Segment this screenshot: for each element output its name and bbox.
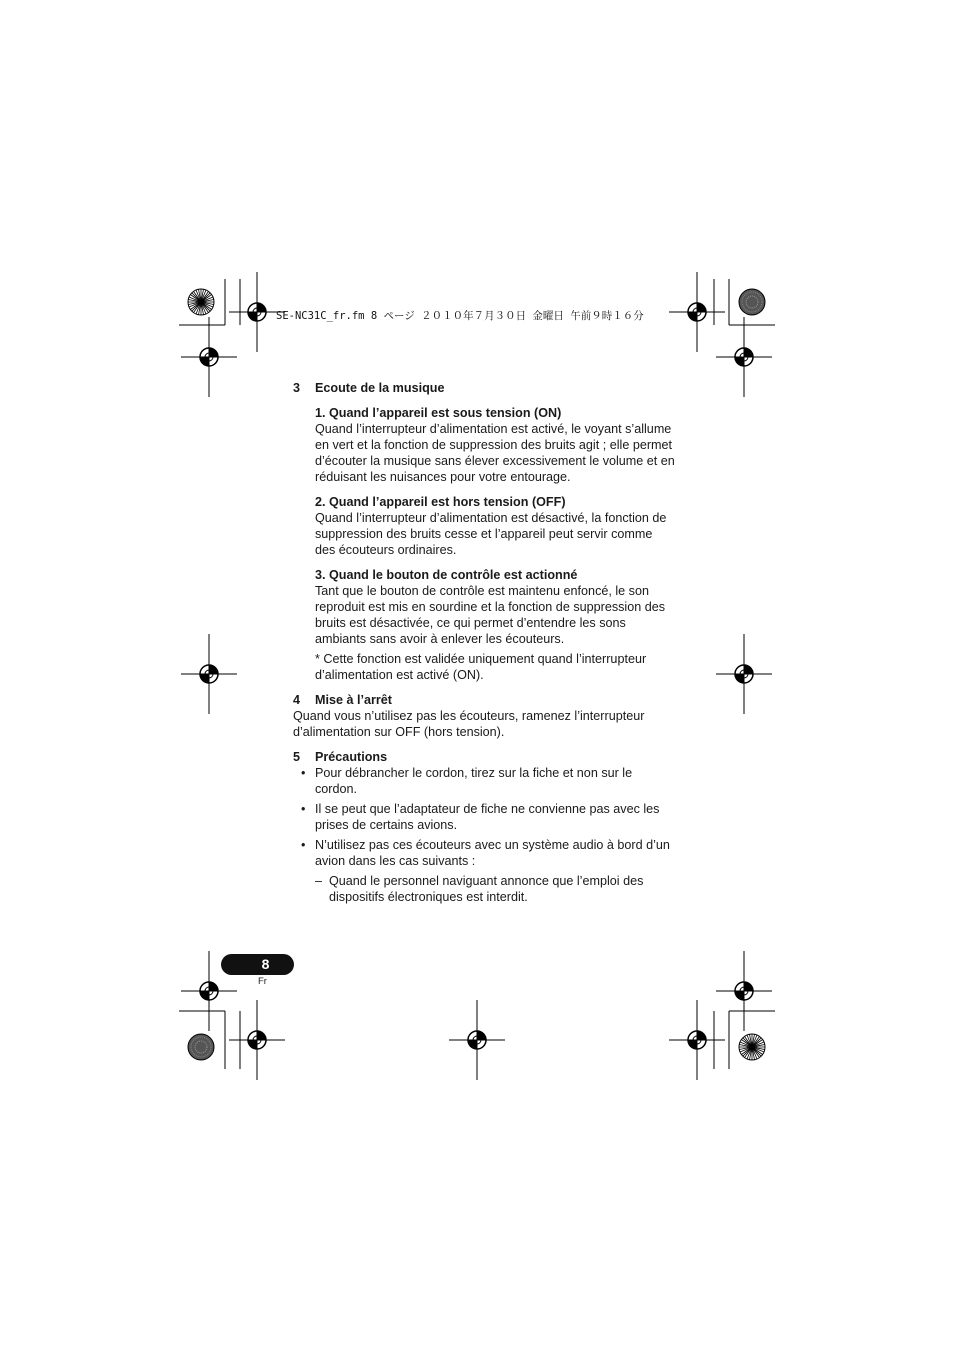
dash-glyph: – <box>315 874 323 888</box>
subsection-list <box>315 405 675 683</box>
bullet-glyph: • <box>301 838 306 852</box>
list-item <box>293 801 675 833</box>
section-heading <box>293 380 675 396</box>
list-item-text: N’utilisez pas ces écouteurs avec un système audio à bord d’un avion dans les cas suivants : <box>315 838 670 868</box>
section-body: Quand vous n’utilisez pas les écouteurs, ramenez l’interrupteur d’alimentation sur OFF (hors tension). <box>293 709 645 739</box>
language-label: Fr <box>258 976 267 987</box>
list-item-text: Il se peut que l’adaptateur de fiche ne convienne pas avec les prises de certains avions. <box>315 802 660 832</box>
section-ecoute <box>293 380 675 683</box>
page-number: 8 <box>261 956 270 972</box>
sub-list <box>293 873 675 905</box>
section-title: Ecoute de la musique <box>315 381 445 395</box>
section-heading <box>293 749 675 765</box>
section-heading <box>293 692 675 708</box>
subsection-body: Quand l’interrupteur d’alimentation est désactivé, la fonction de suppression des bruits cesse et l’appareil peut servir comme des écouteurs ordinaires. <box>315 511 667 557</box>
file-header-line: SE-NC31C_fr.fm 8 ページ ２０１０年７月３０日 金曜日 午前９時１６分 <box>276 310 644 322</box>
subsection-heading: 1. Quand l’appareil est sous tension (ON) <box>315 406 562 420</box>
section-precautions <box>293 749 675 905</box>
subsection-body: Tant que le bouton de contrôle est maintenu enfoncé, le son reproduit est mis en sourdine et la fonction de suppression des bruits est désactivée, ce qui permet d’entendre les sons ambiants sans avoir à enlever les écouteurs. <box>315 584 666 646</box>
subsection-heading: 2. Quand l’appareil est hors tension (OFF) <box>315 495 566 509</box>
section-number: 3 <box>293 381 301 395</box>
list-item-text: Quand le personnel naviguant annonce que l’emploi des dispositifs électroniques est interdit. <box>329 874 644 904</box>
bullet-glyph: • <box>301 802 306 816</box>
list-item <box>293 837 675 869</box>
section-mise-arret <box>293 692 675 740</box>
footnote: * Cette fonction est validée uniquement quand l’interrupteur d’alimentation est activé (ON). <box>315 652 647 682</box>
section-number: 5 <box>293 750 301 764</box>
list-item <box>293 765 675 797</box>
section-number: 4 <box>293 693 301 707</box>
page-number-tab <box>221 954 294 975</box>
page-content <box>293 380 675 905</box>
subsection-body: Quand l’interrupteur d’alimentation est activé, le voyant s’allume en vert et la fonction de suppression des bruits agit ; elle permet d’écouter la musique sans élever excessivement le volume et en réduisant les nuisances pour votre entourage. <box>315 422 675 484</box>
section-title: Précautions <box>315 750 388 764</box>
subsection-heading: 3. Quand le bouton de contrôle est actionné <box>315 568 578 582</box>
bullet-glyph: • <box>301 766 306 780</box>
list-item <box>293 873 675 905</box>
precautions-list <box>293 765 675 869</box>
section-title: Mise à l’arrêt <box>315 693 393 707</box>
list-item-text: Pour débrancher le cordon, tirez sur la fiche et non sur le cordon. <box>315 766 633 796</box>
